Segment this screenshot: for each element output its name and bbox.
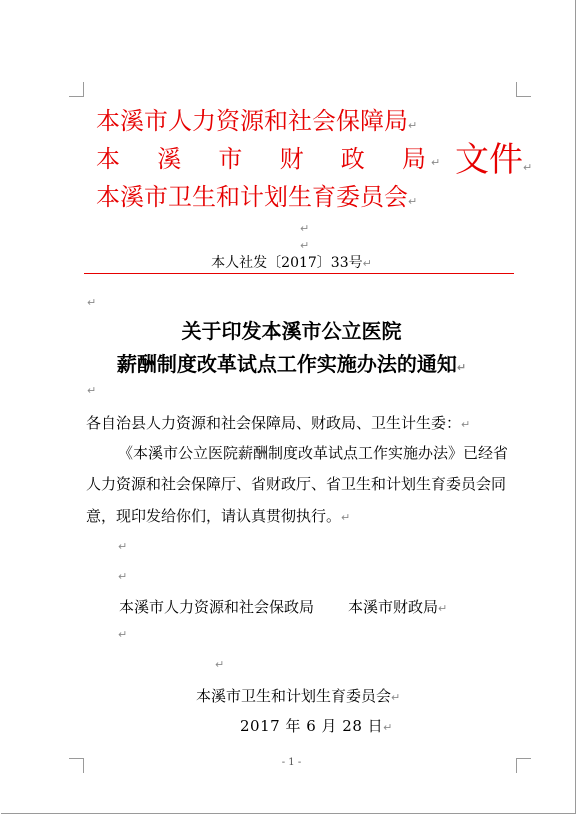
issuer-line-finance bbox=[96, 145, 426, 173]
signature-health-text: 本溪市卫生和计划生育委员会 bbox=[196, 687, 392, 705]
paragraph-mark-icon: ↵ bbox=[87, 384, 97, 397]
issuer-finance-char: 政 bbox=[340, 145, 365, 173]
document-page bbox=[1, 0, 576, 814]
issuer-finance-char: 局 bbox=[401, 145, 426, 173]
issuer-finance-char: 财 bbox=[279, 145, 304, 173]
signature-finance-text: 本溪市财政局 bbox=[348, 598, 439, 616]
addressee bbox=[86, 413, 470, 435]
body-paragraph-line bbox=[86, 506, 350, 528]
crop-mark-top-left bbox=[69, 82, 84, 97]
paragraph-mark-icon: ↵ bbox=[383, 721, 393, 734]
issue-date bbox=[240, 716, 393, 738]
notice-title-line2 bbox=[1, 351, 581, 381]
addressee-text: 各自治县人力资源和社会保障局、财政局、卫生计生委： bbox=[86, 414, 462, 432]
body-paragraph-line: 人力资源和社会保障厅、省财政厅、省卫生和计划生育委员会同 bbox=[86, 475, 507, 493]
signature-hr: 本溪市人力资源和社会保政局 bbox=[119, 598, 315, 616]
page-number: - 1 - bbox=[281, 757, 302, 768]
notice-title-line1 bbox=[1, 318, 581, 344]
document-number bbox=[1, 254, 581, 273]
paragraph-mark-icon: ↵ bbox=[431, 156, 441, 169]
paragraph-mark-icon: ↵ bbox=[87, 296, 97, 309]
issue-date-text: 2017 年 6 月 28 日 bbox=[240, 717, 384, 735]
body-paragraph-text: 意，现印发给你们，请认真贯彻执行。 bbox=[86, 507, 342, 525]
paragraph-mark-icon: ↵ bbox=[118, 540, 128, 553]
paragraph-mark-icon: ↵ bbox=[456, 361, 467, 374]
paragraph-mark-icon: ↵ bbox=[408, 119, 418, 132]
signature-finance bbox=[348, 597, 447, 619]
paragraph-mark-icon: ↵ bbox=[118, 570, 128, 583]
issuer-finance-char: 本 bbox=[96, 145, 120, 173]
paragraph-mark-icon: ↵ bbox=[438, 602, 448, 615]
notice-title-text: 关于印发本溪市公立医院 bbox=[181, 319, 402, 343]
paragraph-mark-icon: ↵ bbox=[215, 658, 225, 671]
issuer-hr-text: 本溪市人力资源和社会保障局 bbox=[96, 107, 408, 135]
signature-health bbox=[196, 686, 400, 708]
issuer-line-health bbox=[96, 183, 417, 216]
issuer-finance-char: 溪 bbox=[157, 145, 182, 173]
issuer-finance-char: 市 bbox=[218, 145, 243, 173]
paragraph-mark-icon: ↵ bbox=[523, 161, 533, 174]
notice-title-text: 薪酬制度改革试点工作实施办法的通知 bbox=[116, 352, 457, 376]
paragraph-mark-icon: ↵ bbox=[391, 691, 401, 704]
issuer-line-hr bbox=[96, 107, 417, 140]
red-divider-line bbox=[84, 273, 514, 274]
paragraph-mark-icon: ↵ bbox=[408, 195, 418, 208]
paragraph-mark-icon: ↵ bbox=[300, 239, 310, 252]
paragraph-mark-icon: ↵ bbox=[118, 628, 128, 641]
issuer-health-text: 本溪市卫生和计划生育委员会 bbox=[96, 183, 408, 211]
document-word-text: 文件 bbox=[455, 140, 523, 180]
document-word bbox=[455, 140, 532, 188]
paragraph-mark-icon: ↵ bbox=[362, 257, 372, 270]
paragraph-mark-icon: ↵ bbox=[461, 418, 471, 431]
paragraph-mark-icon: ↵ bbox=[341, 511, 351, 524]
document-number-text: 本人社发〔2017〕33号 bbox=[211, 255, 363, 271]
body-paragraph-line: 《本溪市公立医院薪酬制度改革试点工作实施办法》已经省 bbox=[118, 444, 509, 462]
crop-mark-top-right bbox=[516, 82, 531, 97]
paragraph-mark-icon: ↵ bbox=[300, 222, 310, 235]
